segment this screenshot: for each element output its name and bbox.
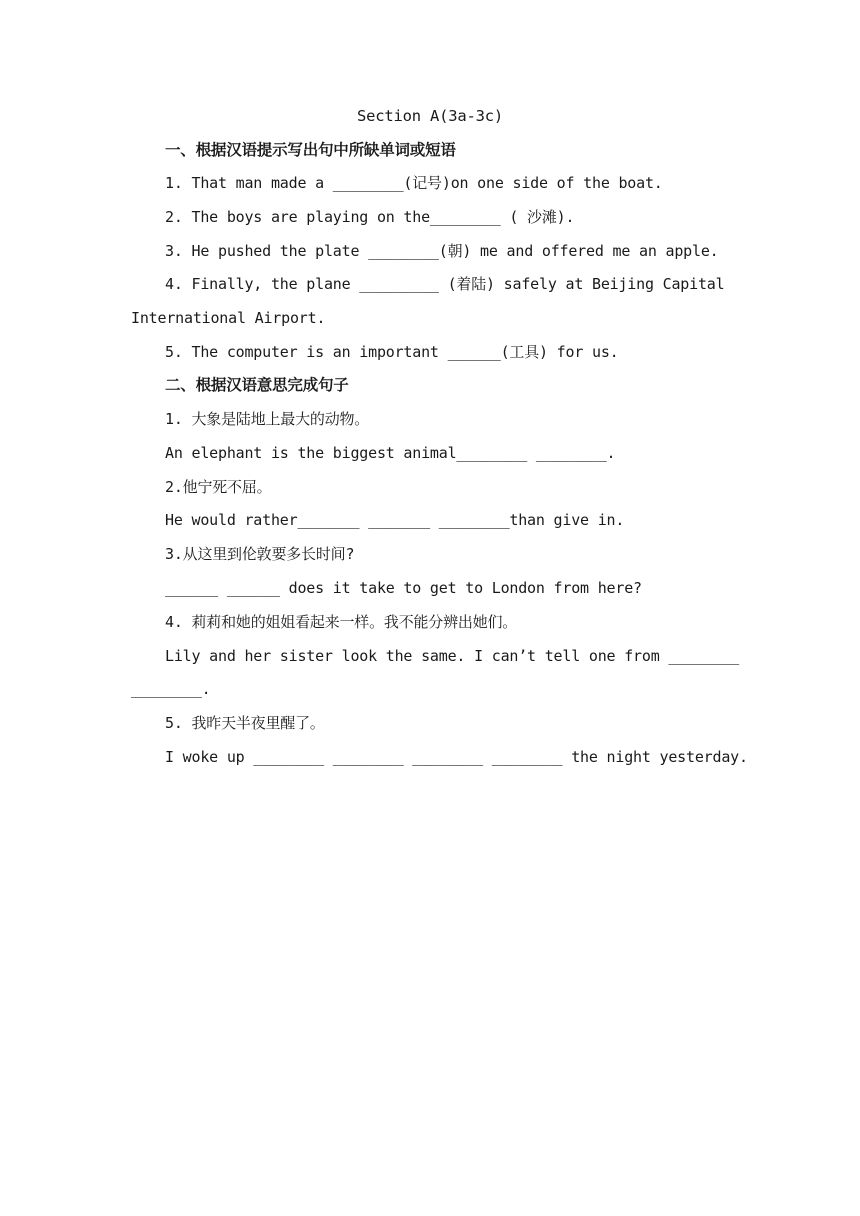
section-title: Section A(3a-3c) [356,107,504,125]
part1-question-4: 4. Finally, the plane _________ (着陆) safely at Beijing Capital [165,275,725,293]
part2-prompt-4: 4. 莉莉和她的姐姐看起来一样。我不能分辨出她们。 [165,613,518,631]
part1-question-4-continued: International Airport. [131,309,326,327]
part1-question-3: 3. He pushed the plate ________(朝) me and offered me an apple. [165,242,719,260]
part2-prompt-3: 3.从这里到伦敦要多长时间? [165,545,355,563]
part2-prompt-1: 1. 大象是陆地上最大的动物。 [165,410,370,428]
part2-answer-4: Lily and her sister look the same. I can’t tell one from ________ [165,647,739,665]
part2-answer-5: I woke up ________ ________ ________ ________ the night yesterday. [165,748,748,766]
part2-prompt-5: 5. 我昨天半夜里醒了。 [165,714,325,732]
part1-question-1: 1. That man made a ________(记号)on one side of the boat. [165,174,663,192]
part2-answer-3: ______ ______ does it take to get to London from here? [165,579,642,597]
part2-heading: 二、根据汉语意思完成句子 [165,376,349,394]
part1-question-5: 5. The computer is an important ______(工具) for us. [165,343,619,361]
part1-question-2: 2. The boys are playing on the________ ( 沙滩). [165,208,575,226]
part1-heading: 一、根据汉语提示写出句中所缺单词或短语 [165,141,456,159]
part2-prompt-2: 2.他宁死不屈。 [165,478,272,496]
part2-answer-4-continued: ________. [131,680,211,698]
part2-answer-1: An elephant is the biggest animal________ ________. [165,444,616,462]
part2-answer-2: He would rather_______ _______ ________than give in. [165,511,625,529]
